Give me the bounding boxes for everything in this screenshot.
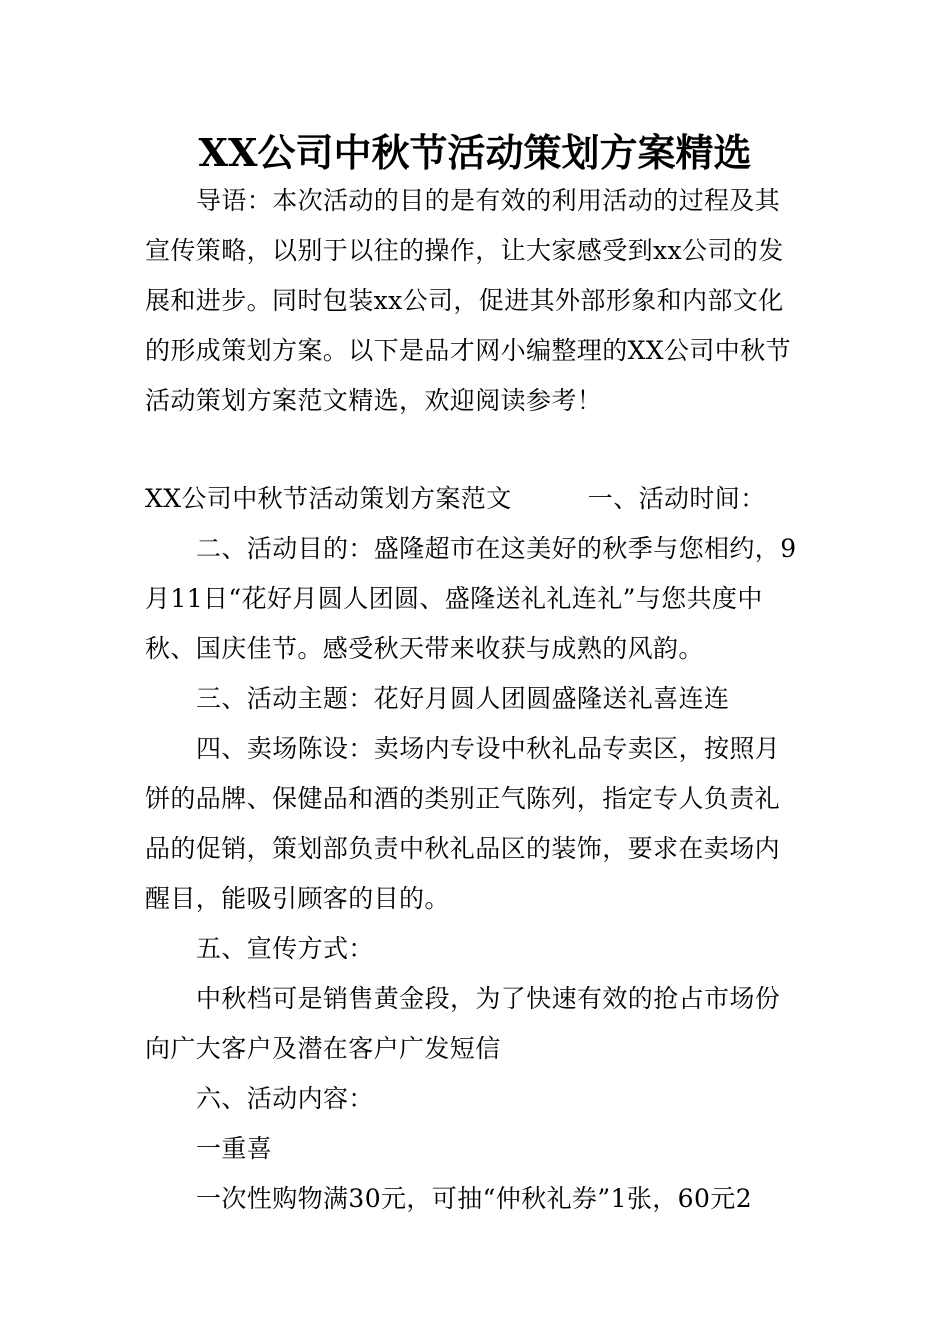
paragraph-line: 品的促销，策划部负责中秋礼品区的装饰，要求在卖场内 [145,834,781,863]
paragraph-line: 一重喜 [196,1134,273,1163]
paragraph-line: 五、宣传方式： [196,934,374,963]
paragraph-line: 宣传策略，以别于以往的操作，让大家感受到xx公司的发 [145,236,784,265]
paragraph-line: 展和进步。同时包装xx公司，促进其外部形象和内部文化 [145,286,784,315]
paragraph-line: 六、活动内容： [196,1084,374,1113]
paragraph-line: 饼的品牌、保健品和酒的类别正气陈列，指定专人负责礼 [145,784,781,813]
paragraph-line: 活动策划方案范文精选，欢迎阅读参考！ [145,386,603,415]
paragraph-line: 向广大客户及潜在客户广发短信 [145,1034,501,1063]
document-title: XX公司中秋节活动策划方案精选 [198,130,752,175]
paragraph-line: 导语：本次活动的目的是有效的利用活动的过程及其 [196,186,781,215]
paragraph-line: 三、活动主题：花好月圆人团圆盛隆送礼喜连连 [196,684,730,713]
section-heading-line: XX公司中秋节活动策划方案范文 一、活动时间： [145,484,766,513]
paragraph-line: 秋、国庆佳节。感受秋天带来收获与成熟的风韵。 [145,634,704,663]
paragraph-line: 一次性购物满30元，可抽“仲秋礼券”1张，60元2 [196,1184,752,1213]
paragraph-line: 醒目，能吸引顾客的目的。 [145,884,450,913]
paragraph-line: 中秋档可是销售黄金段，为了快速有效的抢占市场份 [196,984,781,1013]
paragraph-line: 月11日“花好月圆人团圆、盛隆送礼礼连礼”与您共度中 [145,584,763,613]
paragraph-line: 的形成策划方案。以下是品才网小编整理的XX公司中秋节 [145,336,791,365]
paragraph-line: 四、卖场陈设：卖场内专设中秋礼品专卖区，按照月 [196,734,781,763]
paragraph-line: 二、活动目的：盛隆超市在这美好的秋季与您相约，9 [196,534,797,563]
